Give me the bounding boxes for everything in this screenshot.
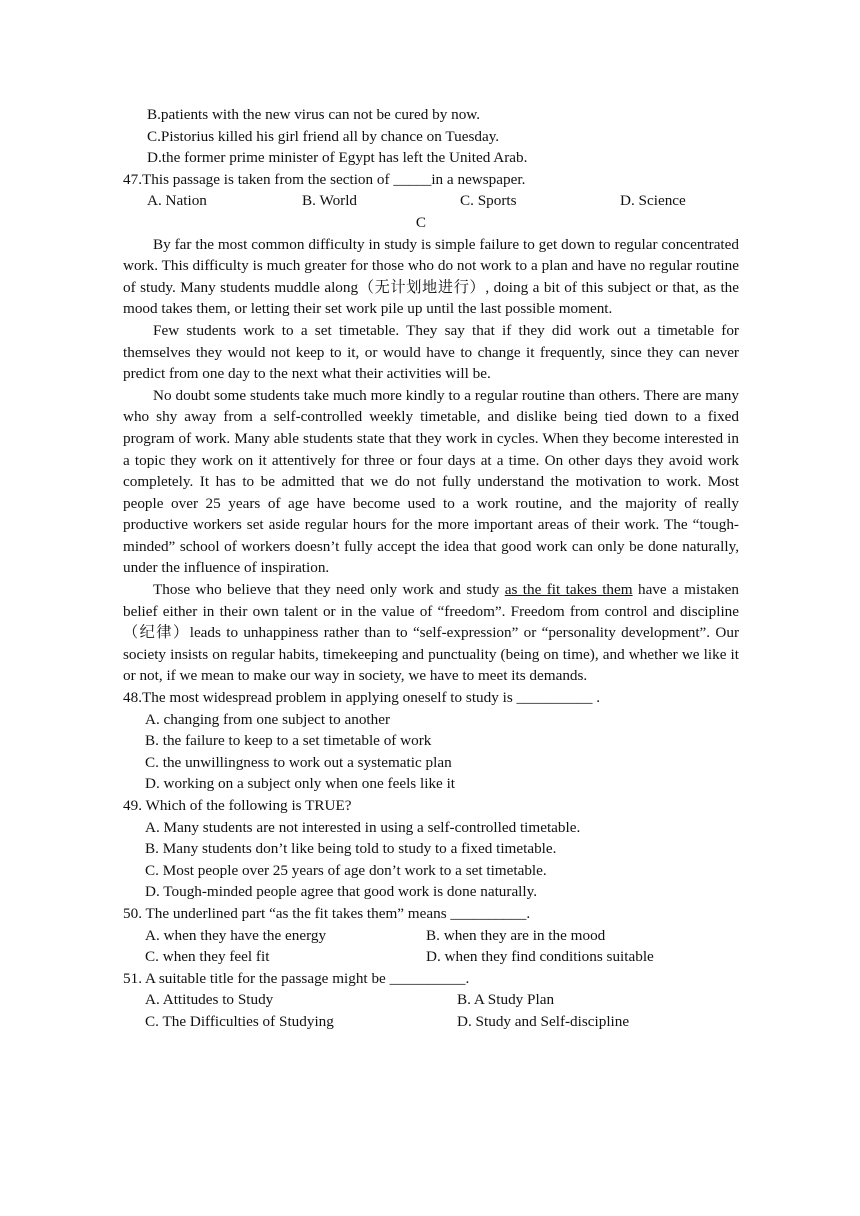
passage-paragraph-2: Few students work to a set timetable. They say that if they did work out a timetable for themselves they would not keep to it, or would have to change it frequently, since they can never predict from one day to the next what their activities will be. — [123, 321, 739, 383]
q51-option-c: C. The Difficulties of Studying — [145, 1012, 334, 1030]
q50-option-c: C. when they feel fit — [145, 948, 270, 966]
q51-option-b: B. A Study Plan — [457, 991, 555, 1009]
passage-paragraph-3: No doubt some students take much more kindly to a regular routine than others. There are many who shy away from a self-controlled weekly timetable, and dislike being tied down to a fixed program of work. Many able students state that they work in cycles. When they become interested in a topic they work on it attentively for three or four days at a time. On other days they avoid work completely. It has to be admitted that we do not fully understand the motivation to work. Most people over 25 years of age have become used to a work routine, and the majority of really productive workers set aside regular hours for the more important areas of their work. The “tough-minded” school of workers doesn’t fully accept the idea that good work can only be done naturally, under the influence of inspiration. — [123, 386, 739, 577]
underlined-phrase: as the fit takes them — [504, 581, 633, 599]
q47-stem: 47.This passage is taken from the section of _____in a newspaper. — [123, 170, 526, 188]
q50-option-a: A. when they have the energy — [145, 926, 327, 944]
q49-option-a: A. Many students are not interested in using a self-controlled timetable. — [145, 818, 581, 836]
q47-options — [123, 190, 739, 212]
q50-stem: 50. The underlined part “as the fit takes them” means __________. — [123, 904, 531, 922]
q49-option-b: B. Many students don’t like being told to study to a fixed timetable. — [145, 840, 557, 858]
q48-option-d: D. working on a subject only when one feels like it — [145, 775, 456, 793]
q49-option-c: C. Most people over 25 years of age don’t work to a set timetable. — [145, 861, 547, 879]
q47-option-d: D. Science — [620, 192, 686, 210]
q48-option-b: B. the failure to keep to a set timetable of work — [145, 732, 432, 750]
q51-options-row-1 — [123, 989, 739, 1011]
q47-option-c: C. Sports — [460, 192, 517, 210]
q49-stem: 49. Which of the following is TRUE? — [123, 797, 352, 814]
p4-after: have a mistaken belief either in their own talent or in the value of “freedom”. Freedom from control and discipline（纪律）leads to unhappiness rather than to “self-expression” or “personality development”. Our society insists on regular habits, timekeeping and punctuality (being on time), and whether we like it or not, if we mean to make our way in society, we have to meet its demands. — [123, 581, 740, 685]
q51-options-row-2 — [123, 1011, 739, 1033]
passage-paragraph-4 — [123, 579, 739, 687]
q51-option-a: A. Attitudes to Study — [145, 991, 274, 1009]
q48-stem: 48.The most widespread problem in applying oneself to study is __________ . — [123, 689, 601, 707]
prev-option-b: B.patients with the new virus can not be cured by now. — [147, 106, 481, 123]
prev-option-c: C.Pistorius killed his girl friend all by chance on Tuesday. — [147, 127, 500, 145]
q47-option-a: A. Nation — [147, 192, 207, 210]
q47-option-b: B. World — [302, 192, 358, 210]
passage-paragraph-1: By far the most common difficulty in study is simple failure to get down to regular concentrated work. This difficulty is much greater for those who do not work to a plan and have no regular routine of study. Many students muddle along（无计划地进行）, doing a bit of this subject or that, as the mood takes them, or letting their set work pile up until the last possible moment. — [123, 235, 739, 318]
q51-option-d: D. Study and Self-discipline — [457, 1012, 630, 1030]
prev-option-d: D.the former prime minister of Egypt has left the United Arab. — [147, 149, 528, 167]
exam-page — [123, 104, 739, 1033]
q48-option-c: C. the unwillingness to work out a systematic plan — [145, 753, 452, 771]
q50-option-b: B. when they are in the mood — [426, 926, 606, 944]
q48-option-a: A. changing from one subject to another — [145, 710, 391, 728]
p4-before: Those who believe that they need only work and study — [153, 581, 505, 599]
section-letter: C — [415, 213, 427, 231]
q50-options-row-2 — [123, 946, 739, 968]
q50-options-row-1 — [123, 925, 739, 947]
q50-option-d: D. when they find conditions suitable — [426, 948, 654, 966]
q49-option-d: D. Tough-minded people agree that good work is done naturally. — [145, 883, 538, 901]
q51-stem: 51. A suitable title for the passage might be __________. — [123, 969, 470, 987]
